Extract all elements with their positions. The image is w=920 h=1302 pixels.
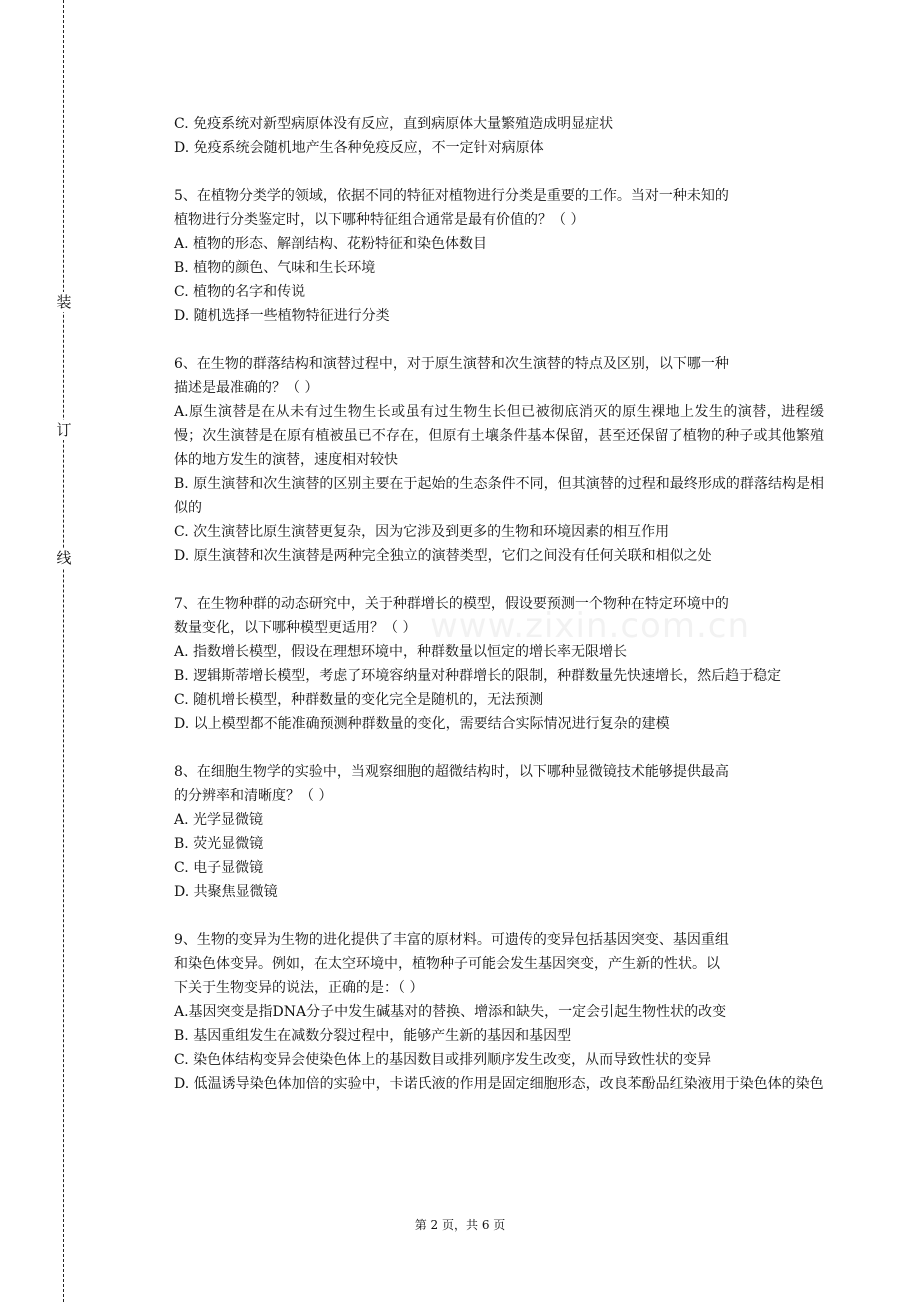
option-d: D. 原生演替和次生演替是两种完全独立的演替类型，它们之间没有任何关联和相似之处	[174, 548, 712, 564]
option-b: B. 基因重组发生在减数分裂过程中，能够产生新的基因和基因型	[174, 1028, 572, 1044]
question-stem-line: 描述是最准确的？（ ）	[174, 380, 319, 396]
option-c: C. 次生演替比原生演替更复杂，因为它涉及到更多的生物和环境因素的相互作用	[174, 524, 670, 540]
option-d: D. 共聚焦显微镜	[174, 884, 278, 900]
option-a: A. 植物的形态、解剖结构、花粉特征和染色体数目	[174, 236, 488, 252]
question-stem-line: 8、在细胞生物学的实验中，当观察细胞的超微结构时，以下哪种显微镜技术能够提供最高	[174, 764, 729, 780]
option-c: C. 电子显微镜	[174, 860, 264, 876]
option-b: B. 逻辑斯蒂增长模型，考虑了环境容纳量对种群增长的限制，种群数量先快速增长，然后趋于稳定	[174, 668, 782, 684]
binding-char-xian: 线	[54, 548, 74, 568]
option-d: D. 免疫系统会随机地产生各种免疫反应，不一定针对病原体	[174, 140, 544, 156]
option-d: D. 以上模型都不能准确预测种群数量的变化，需要结合实际情况进行复杂的建模	[174, 716, 670, 732]
option-a: A. 光学显微镜	[174, 812, 264, 828]
question-stem-line: 和染色体变异。例如，在太空环境中，植物种子可能会发生基因突变，产生新的性状。以	[174, 956, 720, 972]
question-8	[174, 760, 824, 904]
question-stem-line: 7、在生物种群的动态研究中，关于种群增长的模型，假设要预测一个物种在特定环境中的	[174, 596, 729, 612]
option-a: A.基因突变是指DNA分子中发生碱基对的替换、增添和缺失，一定会引起生物性状的改变	[174, 1004, 727, 1020]
option-c: C. 免疫系统对新型病原体没有反应，直到病原体大量繁殖造成明显症状	[174, 116, 614, 132]
question-4-continued	[174, 112, 824, 160]
question-6	[174, 352, 824, 568]
option-d: D. 随机选择一些植物特征进行分类	[174, 308, 390, 324]
option-c: C. 随机增长模型，种群数量的变化完全是随机的，无法预测	[174, 692, 544, 708]
question-9	[174, 928, 824, 1096]
option-c: C. 染色体结构变异会使染色体上的基因数目或排列顺序发生改变，从而导致性状的变异	[174, 1052, 712, 1068]
option-a: A.原生演替是在从未有过生物生长或虽有过生物生长但已被彻底消灭的原生裸地上发生的演替，进程缓慢；次生演替是在原有植被虽已不存在，但原有土壤条件基本保留，甚至还保留了植物的种子或其他繁殖体的地方发生的演替，速度相对较快	[174, 404, 824, 468]
question-stem-line: 9、生物的变异为生物的进化提供了丰富的原材料。可遗传的变异包括基因突变、基因重组	[174, 932, 729, 948]
question-stem-line: 5、在植物分类学的领域，依据不同的特征对植物进行分类是重要的工作。当对一种未知的	[174, 188, 729, 204]
option-b: B. 原生演替和次生演替的区别主要在于起始的生态条件不同，但其演替的过程和最终形成的群落结构是相似的	[174, 476, 824, 516]
question-content	[174, 112, 824, 1096]
question-7	[174, 592, 824, 736]
question-stem-line: 数量变化，以下哪种模型更适用？（ ）	[174, 620, 417, 636]
question-stem-line: 的分辨率和清晰度？（ ）	[174, 788, 333, 804]
page-footer: 第 2 页，共 6 页	[414, 1218, 506, 1232]
question-stem-line: 下关于生物变异的说法，正确的是：（ ）	[174, 980, 424, 996]
binding-char-zhuang: 装	[54, 292, 74, 312]
option-c: C. 植物的名字和传说	[174, 284, 306, 300]
question-stem-line: 植物进行分类鉴定时，以下哪种特征组合通常是最有价值的？（ ）	[174, 212, 585, 228]
option-b: B. 荧光显微镜	[174, 836, 264, 852]
question-5	[174, 184, 824, 328]
binding-char-ding: 订	[54, 420, 74, 440]
option-a: A. 指数增长模型，假设在理想环境中，种群数量以恒定的增长率无限增长	[174, 644, 628, 660]
option-b: B. 植物的颜色、气味和生长环境	[174, 260, 376, 276]
option-d: D. 低温诱导染色体加倍的实验中，卡诺氏液的作用是固定细胞形态，改良苯酚品红染液用于染色体的染色	[174, 1076, 824, 1092]
question-stem-line: 6、在生物的群落结构和演替过程中，对于原生演替和次生演替的特点及区别，以下哪一种	[174, 356, 729, 372]
watermark: www.zixin.com.cn	[430, 606, 750, 646]
binding-dashed-line	[63, 0, 64, 1302]
